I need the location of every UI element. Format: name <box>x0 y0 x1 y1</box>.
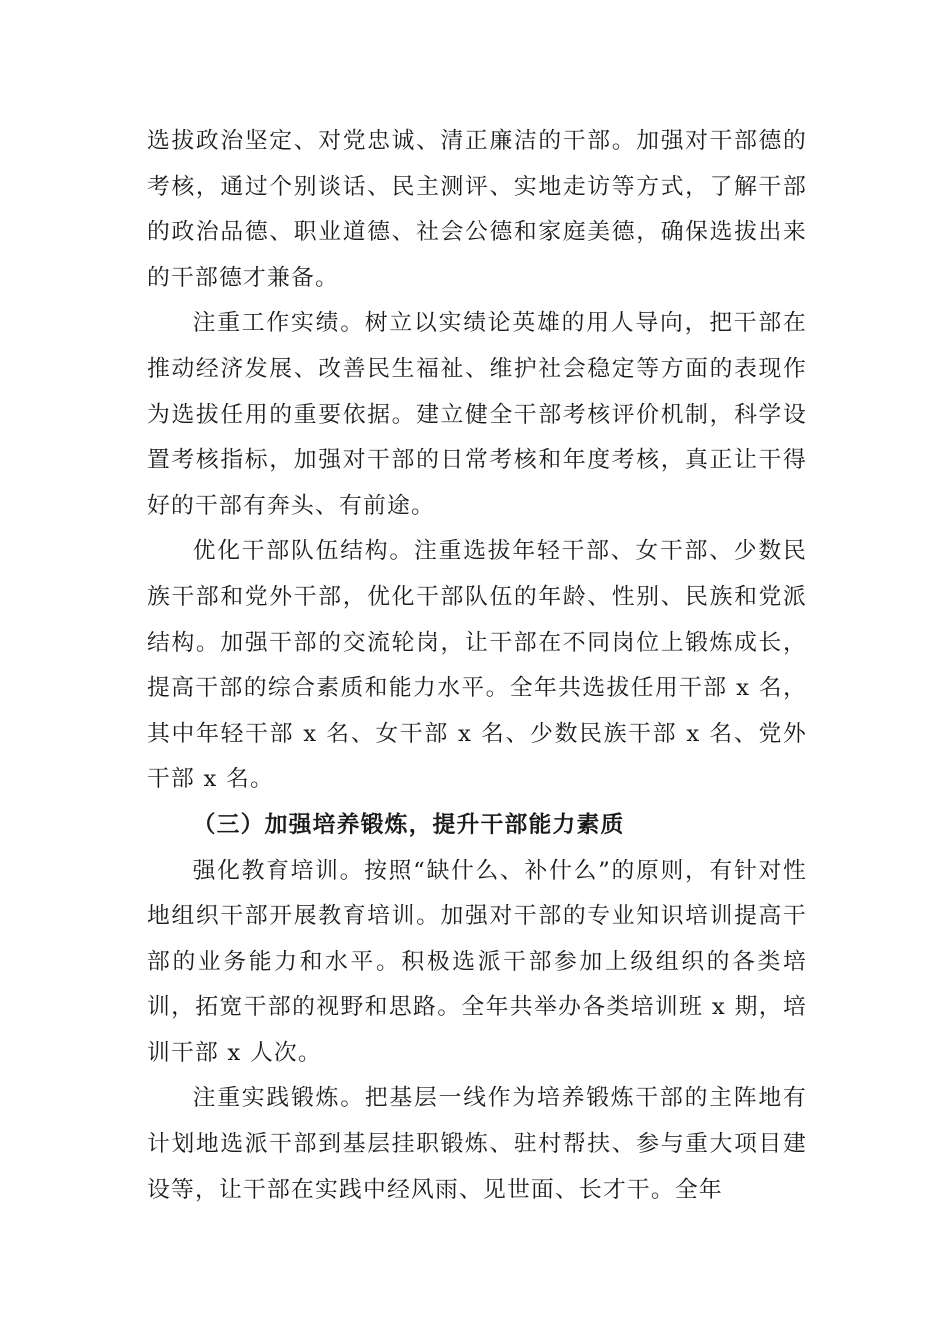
paragraph-work-performance: 注重工作实绩。树立以实绩论英雄的用人导向，把干部在推动经济发展、改善民生福祉、维护社会稳定等方面的表现作为选拔任用的重要依据。建立健全干部考核评价机制，科学设置考核指标，加强对干部的日常考核和年度考核，真正让干得好的干部有奔头、有前途。 <box>147 310 807 519</box>
paragraph-team-structure: 优化干部队伍结构。注重选拔年轻干部、女干部、少数民族干部和党外干部，优化干部队伍的年龄、性别、民族和党派结构。加强干部的交流轮岗，让干部在不同岗位上锻炼成长，提高干部的综合素质和能力水平。全年共选拔任用干部 x 名，其中年轻干部 x 名、女干部 x 名、少数民族干部 x 名、党外干部 x 名。 <box>147 538 807 793</box>
paragraph-practice-training: 注重实践锻炼。把基层一线作为培养锻炼干部的主阵地有计划地选派干部到基层挂职锻炼、驻村帮扶、参与重大项目建设等，让干部在实践中经风雨、见世面、长才干。全年 <box>147 1085 807 1203</box>
document-body <box>147 119 807 1213</box>
paragraph-continued: 选拔政治坚定、对党忠诚、清正廉洁的干部。加强对干部德的考核，通过个别谈话、民主测评、实地走访等方式，了解干部的政治品德、职业道德、社会公德和家庭美德，确保选拔出来的干部德才兼备。 <box>147 128 807 291</box>
section-heading-3: （三）加强培养锻炼，提升干部能力素质 <box>192 811 625 838</box>
paragraph-education-training: 强化教育培训。按照“缺什么、补什么”的原则，有针对性地组织干部开展教育培训。加强对干部的专业知识培训提高干部的业务能力和水平。积极选派干部参加上级组织的各类培训，拓宽干部的视野和思路。全年共举办各类培训班 x 期，培训干部 x 人次。 <box>147 857 807 1066</box>
